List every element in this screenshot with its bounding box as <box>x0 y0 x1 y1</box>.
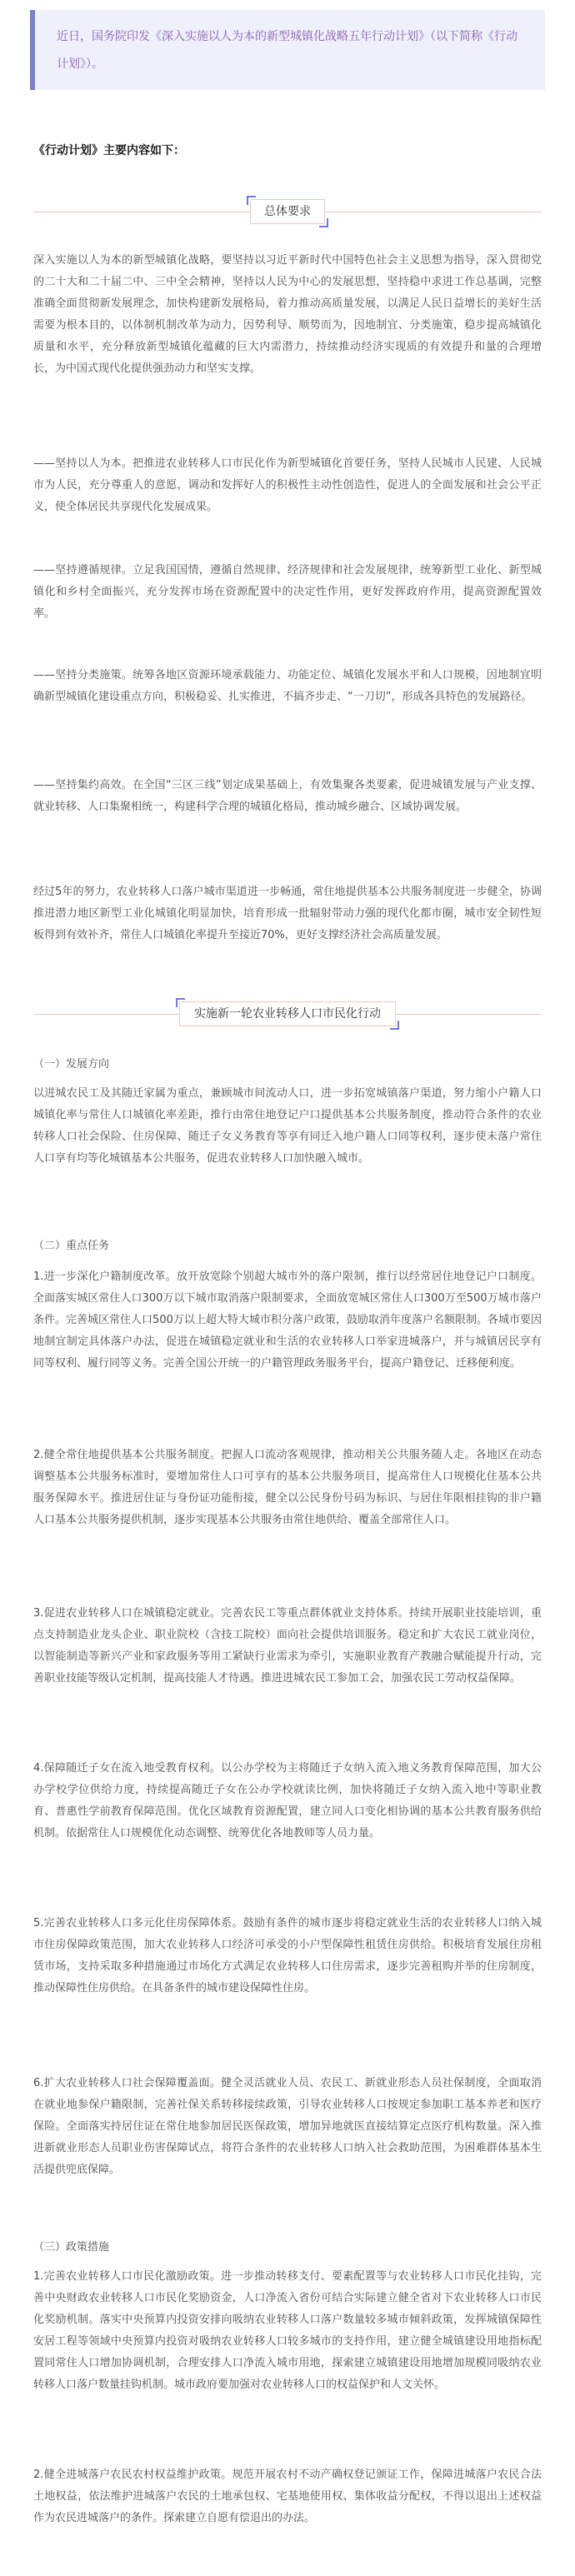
policy-paragraph: 2.健全进城落户农民农村权益维护政策。规范开展农村不动产确权登记颁证工作，保障进城落户农民合法土地权益，依法维护进城落户农民的土地承包权、宅基地使用权、集体收益分配权，不得以退出上述权益作为农民进城落户的条件。探索建立自愿有偿退出的办法。 <box>33 2469 542 2524</box>
policy-paragraph: 1.完善农业转移人口市民化激励政策。进一步推动转移支付、要素配置等与农业转移人口市民化挂钩，完善中央财政农业转移人口市民化奖励资金，人口净流入省份可结合实际建立健全省对下农业转移人口市民化奖励机制。落实中央预算内投资安排向吸纳农业转移人口落户数量较多城市倾斜政策，发挥城镇保障性安居工程等领域中央预算内投资对吸纳农业转移人口较多城市的支持作用，建立健全城镇建设用地指标配置同常住人口增加协调机制，合理安排人口净流入城市用地，探索建立城镇建设用地增加规模同吸纳农业转移人口落户数量挂钩机制。城市政府要加强对农业转移人口的权益保护和人文关怀。 <box>33 2270 542 2391</box>
section-badge-citizenization <box>179 1001 396 1026</box>
section-badge-label: 总体要求 <box>264 205 311 218</box>
task-paragraph: 2.健全常住地提供基本公共服务制度。把握人口流动客观规律，推动相关公共服务随人走。各地区在动态调整基本公共服务标准时，要增加常住人口可享有的基本公共服务项目，提高常住人口规模化住基本公共服务保障水平。推进居住证与身份证功能衔接，健全以公民身份号码为标识、与居住年限相挂钩的非户籍人口基本公共服务提供机制，逐步实现基本公共服务由常住地供给、覆盖全部常住人口。 <box>33 1449 542 1526</box>
subsection-heading: （三）政策措施 <box>33 2241 110 2254</box>
intro-text: 近日，国务院印发《深入实施以人为本的新型城镇化战略五年行动计划》（以下简称《行动计划》）。 <box>57 30 518 71</box>
lead-heading: 《行动计划》主要内容如下： <box>33 144 185 157</box>
paragraph: ——坚持以人为本。把推进农业转移人口市民化作为新型城镇化首要任务，坚持人民城市人民建、人民城市为人民，充分尊重人的意愿，调动和发挥好人的积极性主动性创造性，促进人的全面发展和社会公平正义，使全体居民共享现代化发展成果。 <box>33 457 542 513</box>
subsection-heading: （二）重点任务 <box>33 1240 110 1252</box>
task-paragraph: 5.完善农业转移人口多元化住房保障体系。鼓励有条件的城市逐步将稳定就业生活的农业转移人口纳入城市住房保障政策范围，加大农业转移人口经济可承受的小户型保障性租赁住房供给。积极培育发展住房租赁市场，支持采取多种措施通过市场化方式满足农业转移人口住房需求，逐步完善租购并举的住房制度，推动保障性住房供给。在具备条件的城市建设保障性住房。 <box>33 1917 542 1994</box>
paragraph: 深入实施以人为本的新型城镇化战略，要坚持以习近平新时代中国特色社会主义思想为指导，深入贯彻党的二十大和二十届二中、三中全会精神，坚持以人民为中心的发展思想，坚持稳中求进工作总基调，完整准确全面贯彻新发展理念，加快构建新发展格局，着力推动高质量发展，以满足人民日益增长的美好生活需要为根本目的，以体制机制改革为动力，因势利导、顺势而为，因地制宜、分类施策，稳步提高城镇化质量和水平，充分释放新型城镇化蕴藏的巨大内需潜力，持续推动经济实现质的有效提升和量的合理增长，为中国式现代化提供强劲动力和坚实支撑。 <box>33 254 542 375</box>
task-paragraph: 1.进一步深化户籍制度改革。放开放宽除个别超大城市外的落户限制，推行以经常居住地登记户口制度。全面落实城区常住人口300万以下城市取消落户限制要求，全面放宽城区常住人口300万至500万城市落户条件。完善城区常住人口500万以上超大特大城市积分落户政策，鼓励取消年度落户名额限制。各城市要因地制宜制定具体落户办法，促进在城镇稳定就业和生活的农业转移人口举家进城落户，并与城镇居民享有同等权利、履行同等义务。完善全国公开统一的户籍管理政务服务平台，提高户籍登记、迁移便利度。 <box>33 1271 542 1370</box>
task-paragraph: 3.促进农业转移人口在城镇稳定就业。完善农民工等重点群体就业支持体系。持续开展职业技能培训，重点支持制造业龙头企业、职业院校（含技工院校）面向社会提供培训服务。稳定和扩大农民工就业岗位，以智能制造等新兴产业和家政服务等用工紧缺行业需求为牵引，实施职业教育产教融合赋能提升行动，完善职业技能等级认定机制，提高技能人才待遇。推进进城农民工参加工会，加强农民工劳动权益保障。 <box>33 1607 542 1685</box>
paragraph: ——坚持遵循规律。立足我国国情，遵循自然规律、经济规律和社会发展规律，统筹新型工业化、新型城镇化和乡村全面振兴，充分发挥市场在资源配置中的决定性作用，更好发挥政府作用，提高资源配置效率。 <box>33 564 542 620</box>
paragraph: ——坚持分类施策。统筹各地区资源环境承载能力、功能定位、城镇化发展水平和人口规模，因地制宜明确新型城镇化建设重点方向，积极稳妥、扎实推进，不搞齐步走、“一刀切”，形成各具特色的发展路径。 <box>33 669 542 703</box>
paragraph: 以进城农民工及其随迁家属为重点，兼顾城市间流动人口，进一步拓宽城镇落户渠道，努力缩小户籍人口城镇化率与常住人口城镇化率差距，推行由常住地登记户口提供基本公共服务制度，推动符合条件的农业转移人口社会保险、住房保障、随迁子女义务教育等享有同迁入地户籍人口同等权利，逐步使未落户常住人口享有均等化城镇基本公共服务，促进农业转移人口加快融入城市。 <box>33 1087 542 1165</box>
intro-callout <box>30 10 545 90</box>
paragraph: 经过5年的努力，农业转移人口落户城市渠道进一步畅通，常住地提供基本公共服务制度进一步健全，协调推进潜力地区新型工业化城镇化明显加快，培育形成一批辐射带动力强的现代化都市圈，城市安全韧性短板得到有效补齐，常住人口城镇化率提升至接近70%，更好支撑经济社会高质量发展。 <box>33 886 542 941</box>
subsection-heading: （一）发展方向 <box>33 1058 110 1071</box>
task-paragraph: 4.保障随迁子女在流入地受教育权利。以公办学校为主将随迁子女纳入流入地义务教育保障范围，加大公办学校学位供给力度，持续提高随迁子女在公办学校就读比例，加快将随迁子女纳入流入地中等职业教育、普惠性学前教育保障范围。优化区域教育资源配置，建立同人口变化相协调的基本公共教育服务供给机制。依据常住人口规模优化动态调整、统筹优化各地教师等人员力量。 <box>33 1762 542 1840</box>
paragraph: ——坚持集约高效。在全国“三区三线”划定成果基础上，有效集聚各类要素，促进城镇发展与产业支撑、就业转移、人口集聚相统一，构建科学合理的城镇化格局，推动城乡融合、区域协调发展。 <box>33 779 542 813</box>
section-badge-general-requirements <box>250 199 325 224</box>
section-badge-label: 实施新一轮农业转移人口市民化行动 <box>194 1007 381 1021</box>
task-paragraph: 6.扩大农业转移人口社会保障覆盖面。健全灵活就业人员、农民工、新就业形态人员社保制度，全面取消在就业地参保户籍限制，完善社保关系转移接续政策，引导农业转移人口按规定参加职工基本养老和医疗保险。全面落实持居住证在常住地参加居民医保政策，增加异地就医直接结算定点医疗机构数量。深入推进新就业形态人员职业伤害保障试点，将符合条件的农业转移人口纳入社会救助范围，为困难群体基本生活提供兜底保障。 <box>33 2077 542 2176</box>
